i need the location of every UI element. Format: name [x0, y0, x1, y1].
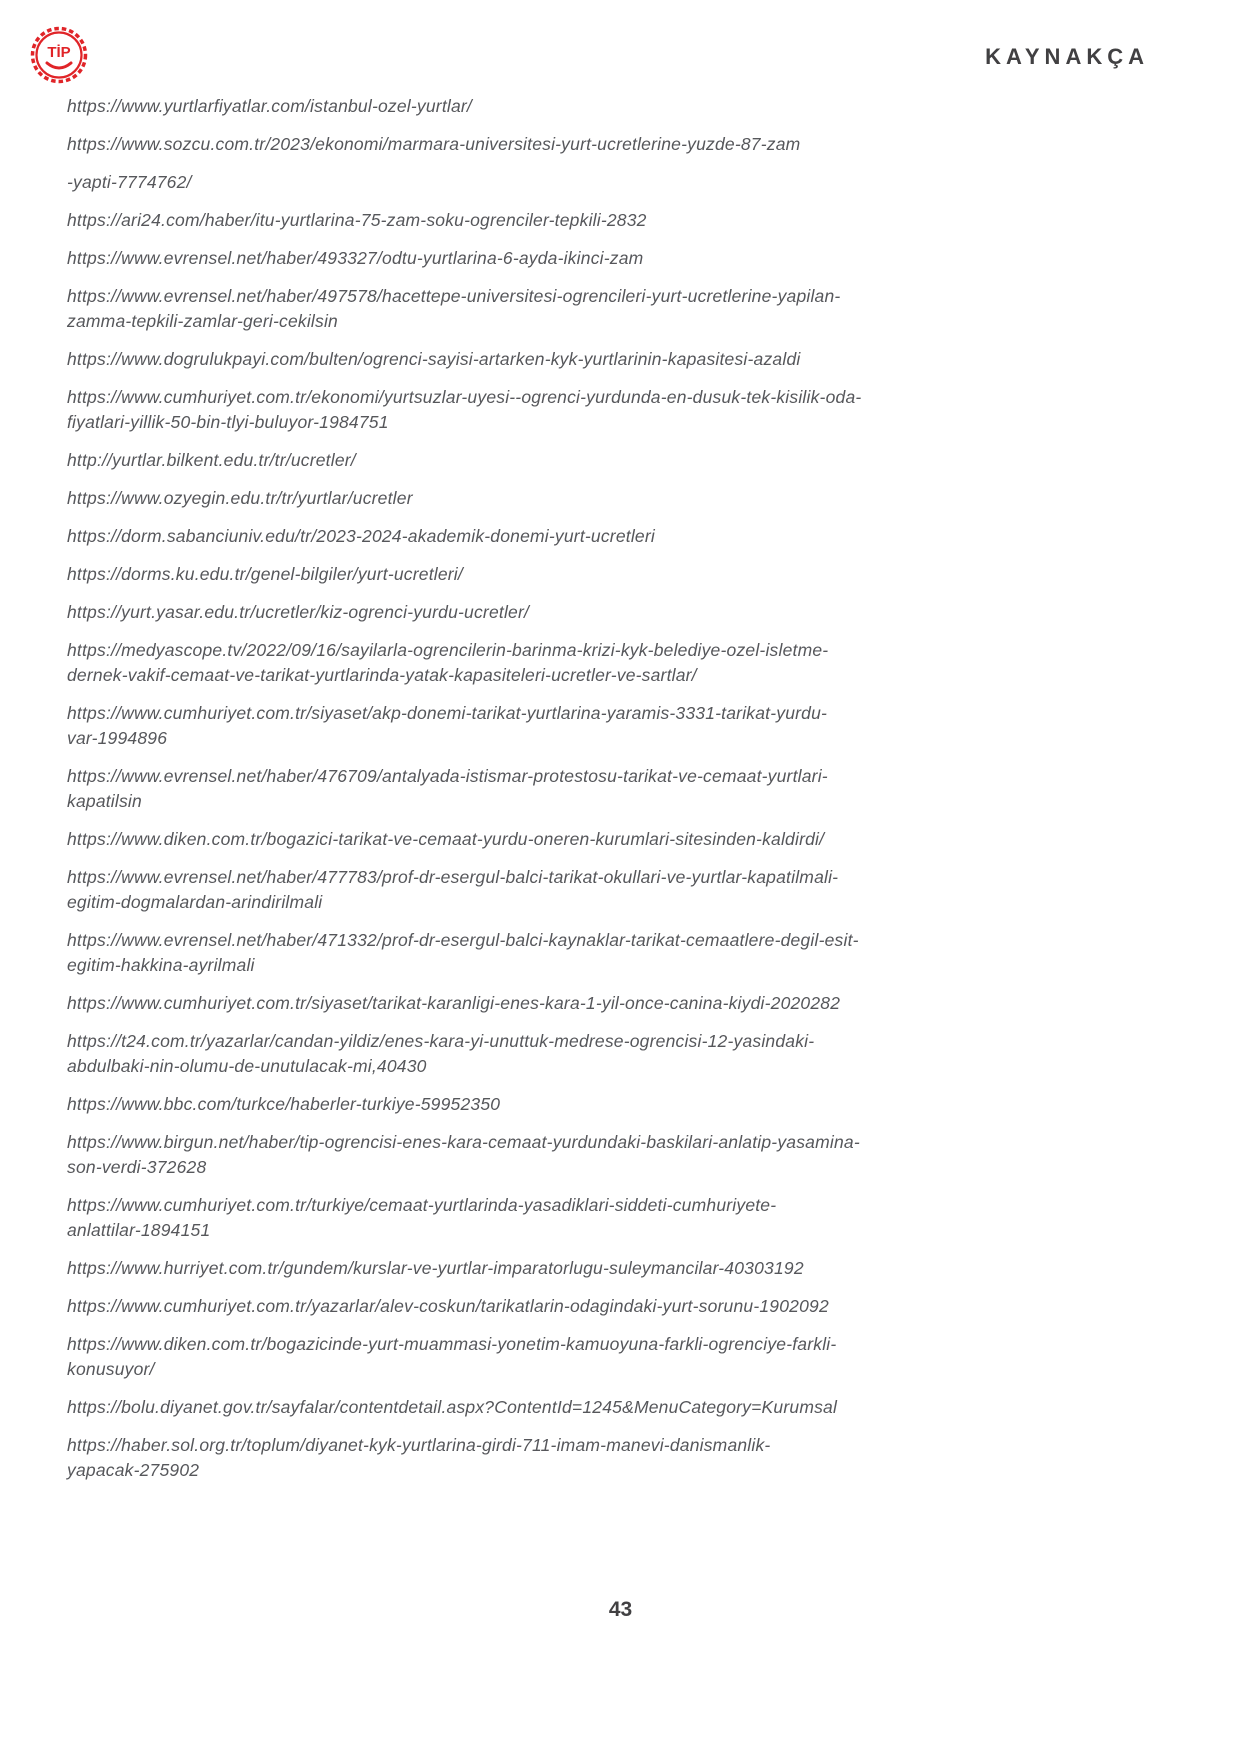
reference-line: var-1994896 [67, 728, 168, 748]
reference-line: fiyatlari-yillik-50-bin-tlyi-buluyor-1984751 [67, 412, 389, 432]
reference-line: https://www.sozcu.com.tr/2023/ekonomi/marmara-universitesi-yurt-ucretlerine-yuzde-87-zam [67, 134, 801, 154]
reference-url [67, 701, 1151, 751]
reference-line: https://www.cumhuriyet.com.tr/siyaset/akp-donemi-tarikat-yurtlarina-yaramis-3331-tarikat-yurdu- [67, 703, 828, 723]
reference-line: https://www.evrensel.net/haber/471332/prof-dr-esergul-balci-kaynaklar-tarikat-cemaatlere-degil-esit- [67, 930, 859, 950]
references-list [67, 94, 1151, 1496]
reference-url [67, 1332, 1151, 1382]
reference-line: konusuyor/ [67, 1359, 155, 1379]
reference-url [67, 385, 1151, 435]
reference-line: https://www.dogrulukpayi.com/bulten/ogrenci-sayisi-artarken-kyk-yurtlarinin-kapasitesi-azaldi [67, 349, 801, 369]
reference-line: https://www.ozyegin.edu.tr/tr/yurtlar/ucretler [67, 488, 413, 508]
reference-url [67, 1395, 1151, 1420]
reference-url [67, 1193, 1151, 1243]
reference-line: son-verdi-372628 [67, 1157, 207, 1177]
reference-line: https://www.cumhuriyet.com.tr/ekonomi/yurtsuzlar-uyesi--ogrenci-yurdunda-en-dusuk-tek-kisilik-oda- [67, 387, 862, 407]
reference-line: https://dorm.sabanciuniv.edu/tr/2023-2024-akademik-donemi-yurt-ucretleri [67, 526, 655, 546]
reference-url [67, 865, 1151, 915]
page-header [0, 0, 1241, 96]
reference-line: https://www.cumhuriyet.com.tr/yazarlar/alev-coskun/tarikatlarin-odagindaki-yurt-sorunu-1902092 [67, 1296, 829, 1316]
reference-url [67, 132, 1151, 157]
page-footer [0, 1598, 1241, 1622]
reference-line: https://dorms.ku.edu.tr/genel-bilgiler/yurt-ucretleri/ [67, 564, 463, 584]
reference-url [67, 827, 1151, 852]
reference-line: https://www.hurriyet.com.tr/gundem/kurslar-ve-yurtlar-imparatorlugu-suleymancilar-40303192 [67, 1258, 804, 1278]
reference-line: egitim-dogmalardan-arindirilmali [67, 892, 323, 912]
reference-line: https://www.evrensel.net/haber/493327/odtu-yurtlarina-6-ayda-ikinci-zam [67, 248, 644, 268]
reference-line: yapacak-275902 [67, 1460, 200, 1480]
reference-line: https://www.yurtlarfiyatlar.com/istanbul-ozel-yurtlar/ [67, 96, 472, 116]
reference-line: https://yurt.yasar.edu.tr/ucretler/kiz-ogrenci-yurdu-ucretler/ [67, 602, 530, 622]
reference-url [67, 246, 1151, 271]
svg-text:TİP: TİP [47, 44, 71, 61]
reference-line: zamma-tepkili-zamlar-geri-cekilsin [67, 311, 338, 331]
reference-line: https://www.cumhuriyet.com.tr/turkiye/cemaat-yurtlarinda-yasadiklari-siddeti-cumhuriyete- [67, 1195, 777, 1215]
reference-line: -yapti-7774762/ [67, 172, 192, 192]
page-number: 43 [608, 1598, 633, 1621]
reference-line: https://www.evrensel.net/haber/476709/antalyada-istismar-protestosu-tarikat-ve-cemaat-yurtlari- [67, 766, 828, 786]
reference-line: https://ari24.com/haber/itu-yurtlarina-75-zam-soku-ogrenciler-tepkili-2832 [67, 210, 647, 230]
reference-url [67, 1092, 1151, 1117]
reference-line: https://www.birgun.net/haber/tip-ogrencisi-enes-kara-cemaat-yurdundaki-baskilari-anlatip-yasamina- [67, 1132, 860, 1152]
reference-url [67, 448, 1151, 473]
reference-line: https://www.evrensel.net/haber/477783/prof-dr-esergul-balci-tarikat-okullari-ve-yurtlar-kapatilmali- [67, 867, 839, 887]
reference-url [67, 991, 1151, 1016]
reference-url [67, 284, 1151, 334]
reference-line: kapatilsin [67, 791, 142, 811]
reference-url [67, 170, 1151, 195]
reference-url [67, 562, 1151, 587]
reference-line: https://bolu.diyanet.gov.tr/sayfalar/contentdetail.aspx?ContentId=1245&MenuCategory=Kurumsal [67, 1397, 838, 1417]
tip-logo-icon [30, 26, 88, 84]
reference-url [67, 764, 1151, 814]
reference-line: anlattilar-1894151 [67, 1220, 211, 1240]
reference-line: https://www.evrensel.net/haber/497578/hacettepe-universitesi-ogrencileri-yurt-ucretlerine-yapilan- [67, 286, 841, 306]
reference-url [67, 1130, 1151, 1180]
reference-url [67, 1256, 1151, 1281]
reference-url [67, 928, 1151, 978]
reference-line: https://www.cumhuriyet.com.tr/siyaset/tarikat-karanligi-enes-kara-1-yil-once-canina-kiydi-2020282 [67, 993, 841, 1013]
reference-url [67, 347, 1151, 372]
reference-url [67, 524, 1151, 549]
reference-line: https://haber.sol.org.tr/toplum/diyanet-kyk-yurtlarina-girdi-711-imam-manevi-danismanlik- [67, 1435, 771, 1455]
reference-line: egitim-hakkina-ayrilmali [67, 955, 255, 975]
reference-line: https://www.diken.com.tr/bogazici-tarikat-ve-cemaat-yurdu-oneren-kurumlari-sitesinden-kaldirdi/ [67, 829, 825, 849]
reference-line: abdulbaki-nin-olumu-de-unutulacak-mi,40430 [67, 1056, 427, 1076]
tip-party-logo [30, 26, 88, 84]
reference-url [67, 94, 1151, 119]
reference-line: dernek-vakif-cemaat-ve-tarikat-yurtlarinda-yatak-kapasiteleri-ucretler-ve-sartlar/ [67, 665, 697, 685]
page-header-title: KAYNAKÇA [985, 44, 1149, 69]
reference-url [67, 1029, 1151, 1079]
reference-line: https://www.bbc.com/turkce/haberler-turkiye-59952350 [67, 1094, 501, 1114]
reference-url [67, 486, 1151, 511]
reference-url [67, 600, 1151, 625]
reference-url [67, 638, 1151, 688]
reference-url [67, 1294, 1151, 1319]
reference-line: https://www.diken.com.tr/bogazicinde-yurt-muammasi-yonetim-kamuoyuna-farkli-ogrenciye-farkli- [67, 1334, 837, 1354]
reference-line: http://yurtlar.bilkent.edu.tr/tr/ucretler/ [67, 450, 356, 470]
reference-url [67, 208, 1151, 233]
reference-line: https://medyascope.tv/2022/09/16/sayilarla-ogrencilerin-barinma-krizi-kyk-belediye-ozel-isletme- [67, 640, 829, 660]
reference-url [67, 1433, 1151, 1483]
reference-line: https://t24.com.tr/yazarlar/candan-yildiz/enes-kara-yi-unuttuk-medrese-ogrencisi-12-yasindaki- [67, 1031, 815, 1051]
